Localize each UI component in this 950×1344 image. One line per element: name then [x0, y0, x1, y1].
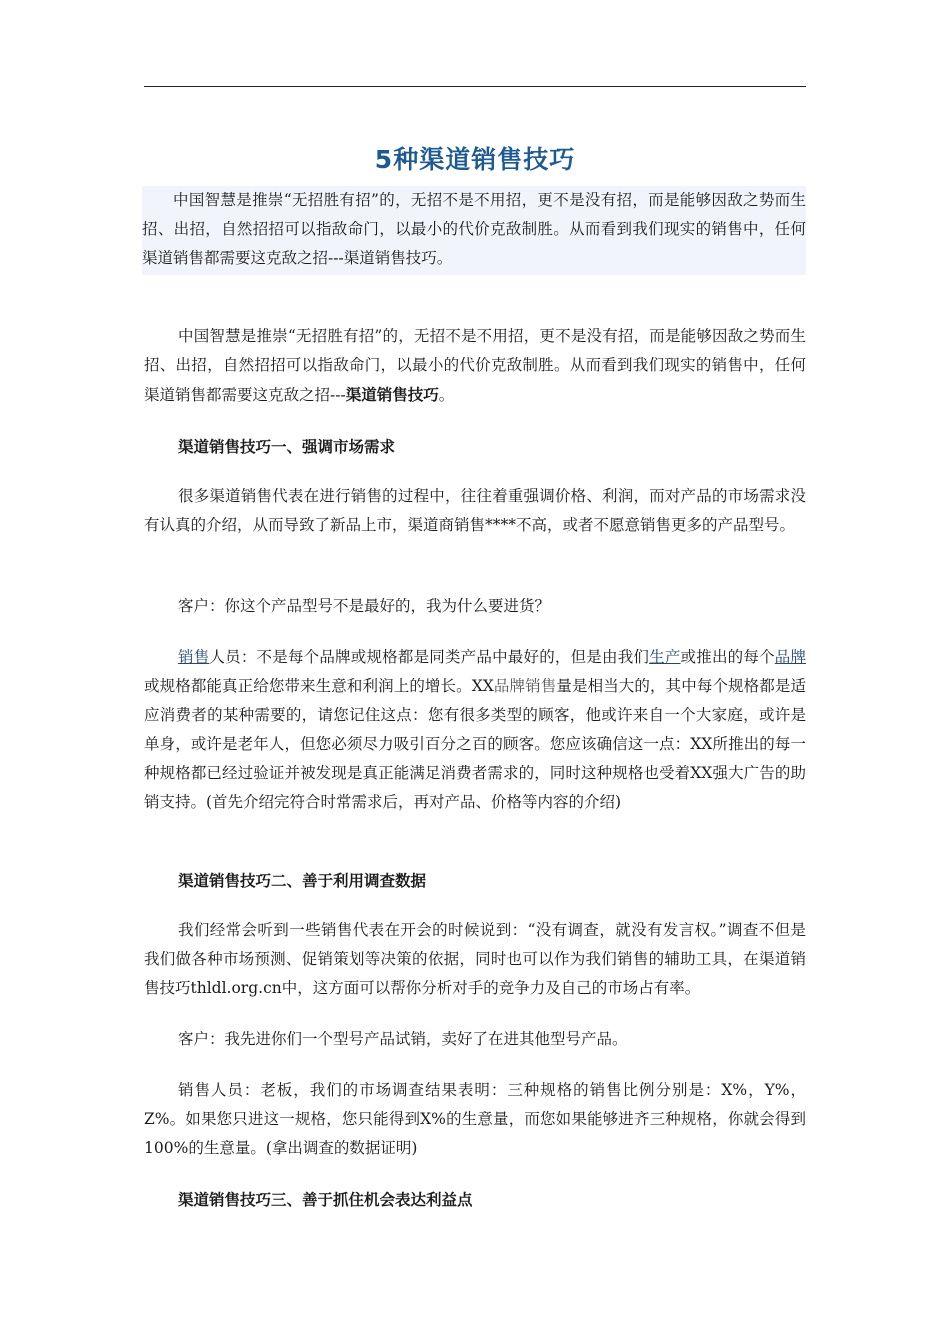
section1-customer-line: 客户：你这个产品型号不是最好的，我为什么要进货？ — [178, 597, 551, 615]
section2-customer-line: 客户：我先进你们一个型号产品试销，卖好了在进其他型号产品。 — [178, 1030, 628, 1048]
section1-heading: 渠道销售技巧一、强调市场需求 — [178, 437, 396, 456]
link-brand[interactable]: 品牌 — [774, 648, 806, 666]
section1-paragraph: 很多渠道销售代表在进行销售的过程中，往往着重强调价格、利润，而对产品的市场需求没有认真的介绍，从而导致了新品上市，渠道商销售****不高，或者不愿意销售更多的产品型号。 — [144, 487, 806, 534]
page-title: 5种渠道销售技巧 — [374, 145, 576, 174]
section2-heading: 渠道销售技巧二、善于利用调查数据 — [178, 871, 427, 890]
link-sales[interactable]: 销售 — [178, 648, 210, 666]
section3-heading: 渠道销售技巧三、善于抓住机会表达利益点 — [178, 1190, 473, 1209]
section1-sales-paragraph: 销售人员：不是每个品牌或规格都是同类产品中最好的，但是由我们生产或推出的每个品牌或规格都能真正给您带来生意和利润上的增长。XX品牌销售量是相当大的，其中每个规格都是适应消费者的某种需要的，请您记住这点：您有很多类型的顾客，他或许来自一个大家庭，或许是单身，或许是老年人，但您必须尽力吸引百分之百的顾客。您应该确信这一点：XX所推出的每一种规格都已经过验证并被发现是真正能满足消费者需求的，同时这种规格也受着XX强大广告的助销支持。(首先介绍完符合时常需求后，再对产品、价格等内容的介绍) — [144, 648, 806, 811]
section2-sales-paragraph: 销售人员：老板，我们的市场调查结果表明：三种规格的销售比例分别是：X%，Y%，Z%。如果您只进这一规格，您只能得到X%的生意量，而您如果能够进齐三种规格，你就会得到100%的生意量。(拿出调查的数据证明) — [144, 1081, 806, 1157]
section2-paragraph: 我们经常会听到一些销售代表在开会的时候说到：“没有调查，就没有发言权。”调查不但是我们做各种市场预测、促销策划等决策的依据，同时也可以作为我们销售的辅助工具，在渠道销售技巧thldl.org.cn中，这方面可以帮你分析对手的竞争力及自己的市场占有率。 — [144, 921, 806, 997]
link-production[interactable]: 生产 — [649, 648, 681, 666]
intro-paragraph: 中国智慧是推崇“无招胜有招”的，无招不是不用招，更不是没有招，而是能够因敌之势而生招、出招，自然招招可以指敌命门，以最小的代价克敌制胜。从而看到我们现实的销售中，任何渠道销售都需要这克敌之招---渠道销售技巧。 — [144, 327, 806, 404]
intro-bold-term: 渠道销售技巧 — [345, 385, 439, 404]
summary-box: 中国智慧是推崇“无招胜有招”的，无招不是不用招，更不是没有招，而是能够因敌之势而生招、出招，自然招招可以指敌命门，以最小的代价克敌制胜。从而看到我们现实的销售中，任何渠道销售都需要这克敌之招---渠道销售技巧。 — [142, 186, 806, 275]
brand-sales-term: 品牌销售 — [493, 677, 557, 695]
header-rule — [144, 86, 806, 87]
